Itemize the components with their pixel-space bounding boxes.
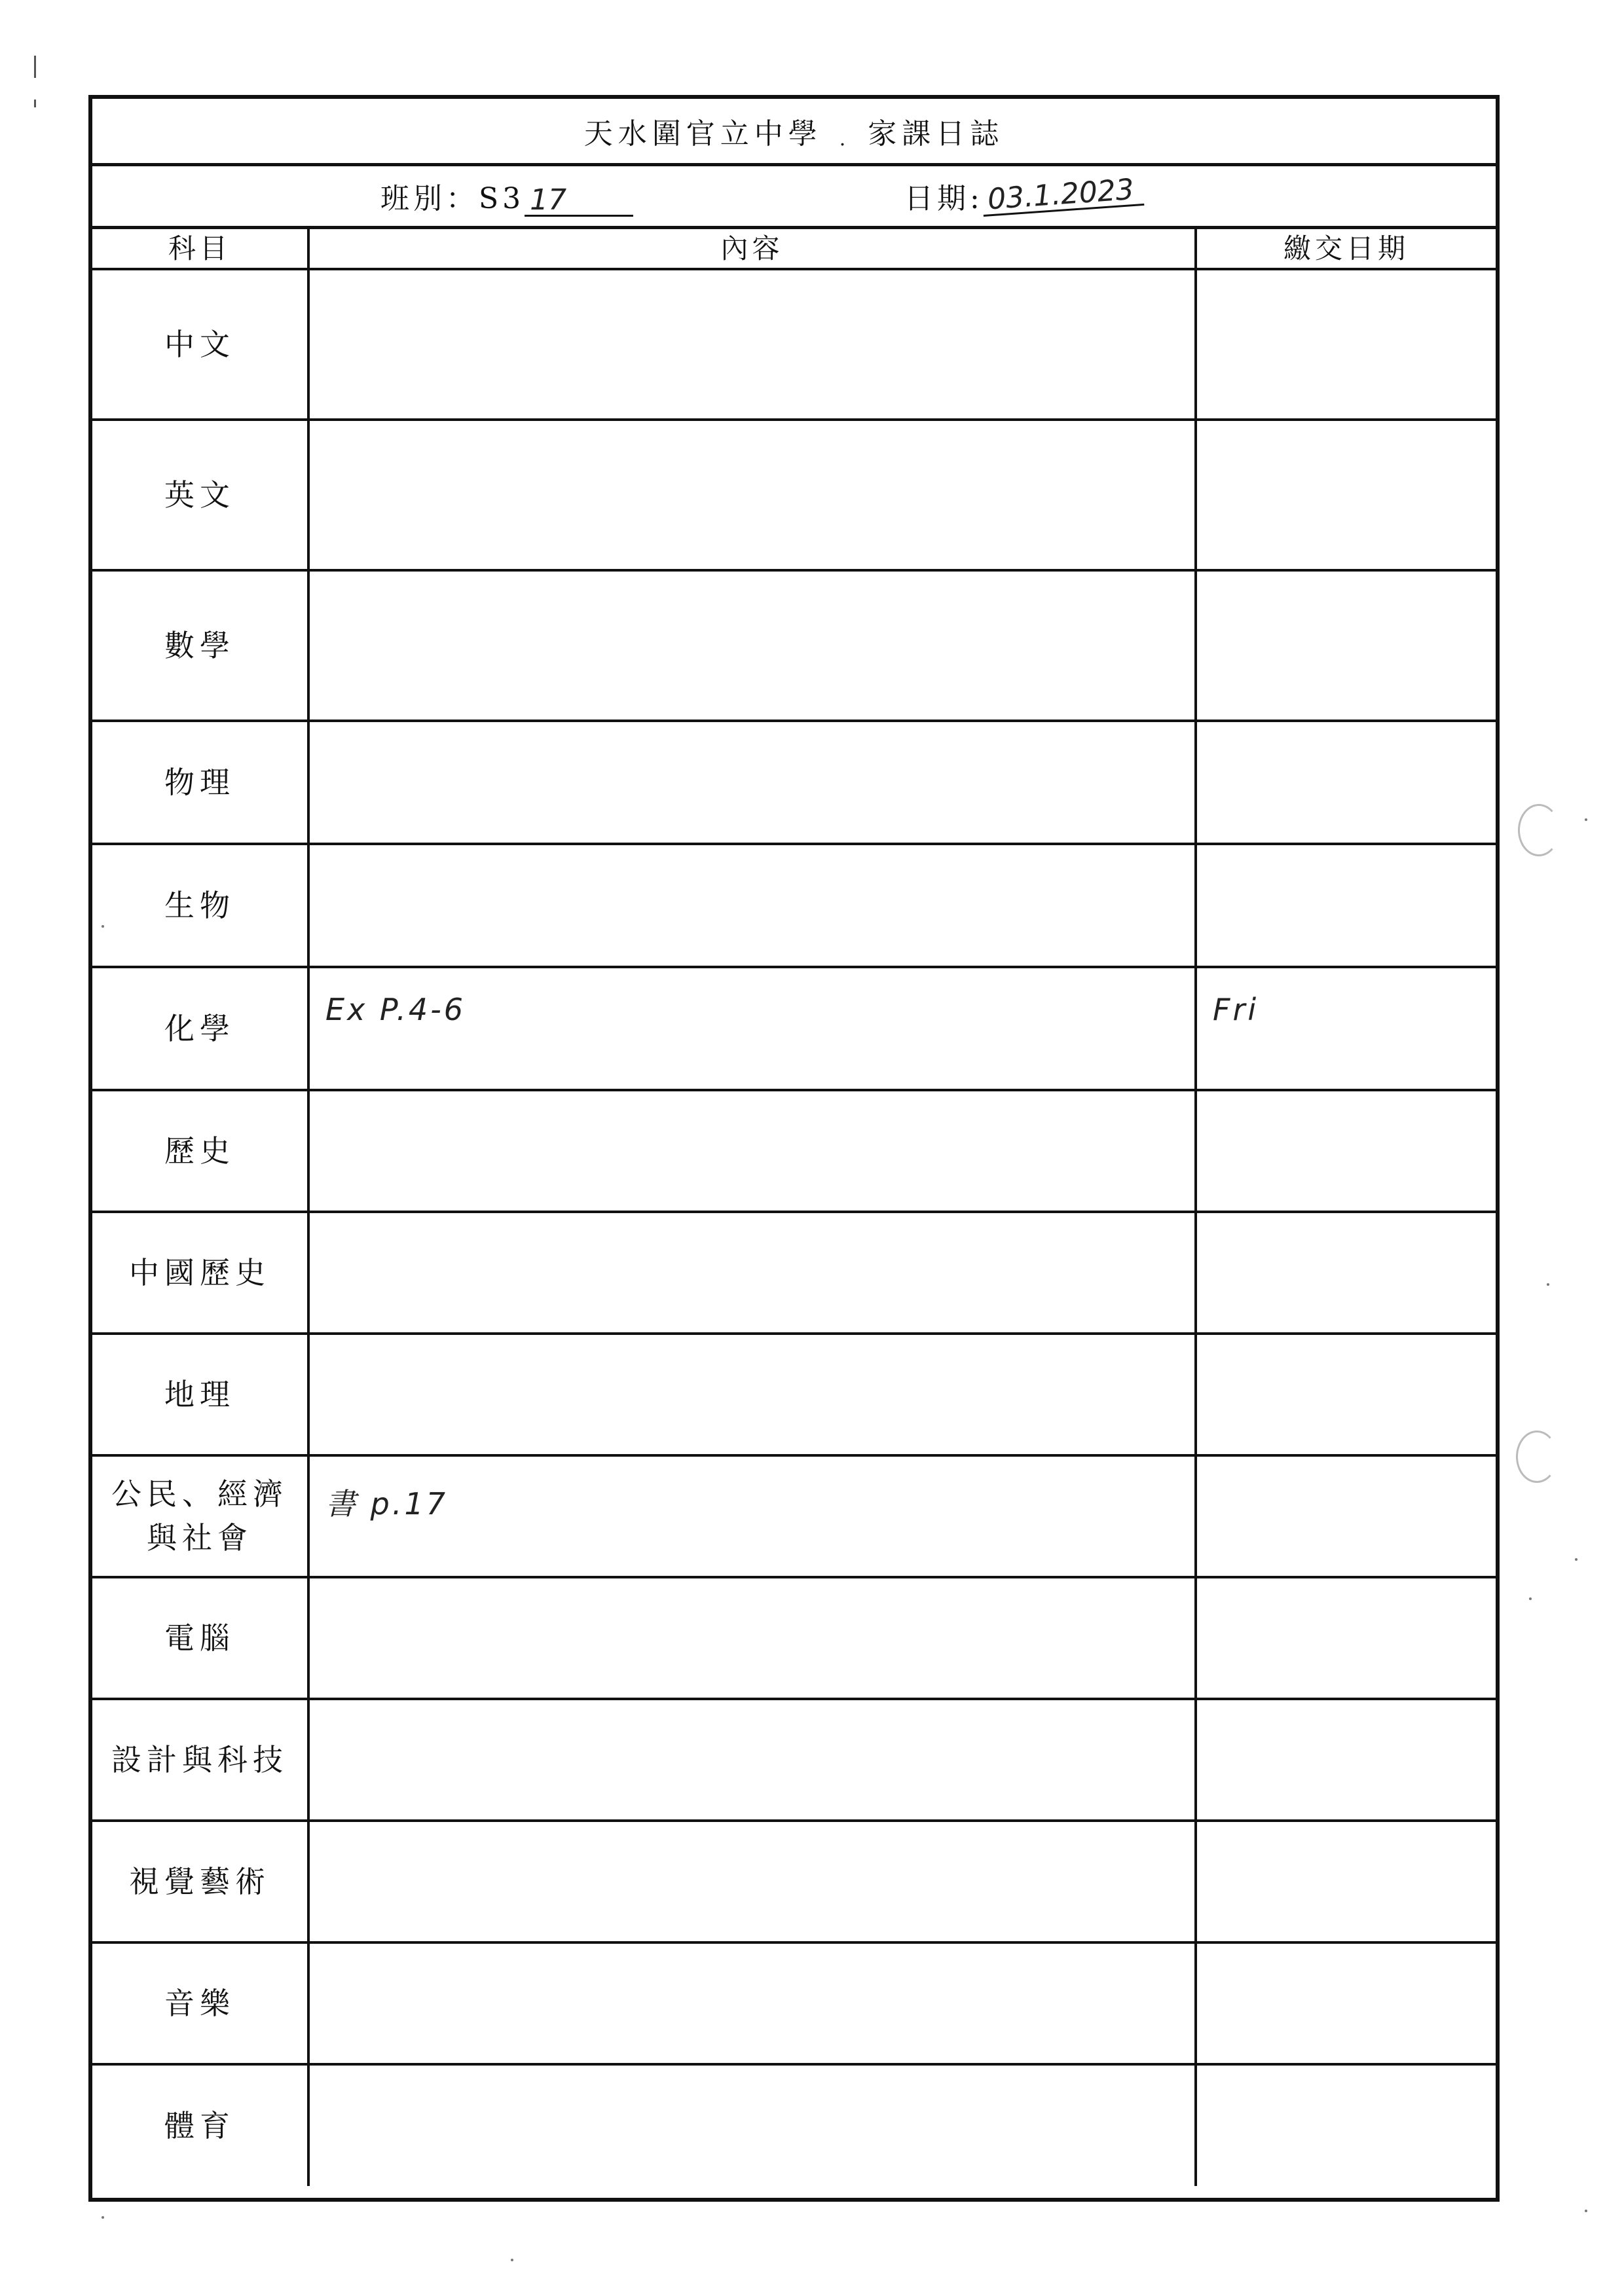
subject-cell: 地理 [92, 1334, 308, 1455]
content-cell[interactable] [308, 1577, 1196, 1699]
table-row [92, 721, 1496, 844]
subject-cell: 視覺藝術 [92, 1821, 308, 1942]
scan-speck [1575, 1558, 1578, 1561]
punch-hole [1518, 804, 1560, 856]
punch-hole [1516, 1430, 1558, 1483]
subject-cell: 物理 [92, 721, 308, 844]
table-row [92, 2064, 1496, 2186]
subject-cell: 體育 [92, 2064, 308, 2186]
due-date-cell[interactable] [1196, 1821, 1496, 1942]
table-row [92, 1942, 1496, 2064]
class-label: 班別：S3 [380, 182, 525, 215]
form-title [92, 99, 1496, 166]
content-column-header: 內容 [308, 226, 1196, 269]
table-row [92, 1090, 1496, 1212]
table-row [92, 967, 1496, 1090]
content-cell[interactable] [308, 967, 1196, 1090]
class-field [380, 175, 633, 217]
date-field [904, 172, 1145, 217]
due-date-cell[interactable] [1196, 420, 1496, 570]
due-date-cell[interactable] [1196, 2064, 1496, 2186]
subject-column-header: 科目 [92, 226, 308, 269]
table-header-row [92, 226, 1496, 269]
title-separator: . [839, 127, 851, 151]
date-label: 日期: [904, 182, 984, 215]
scan-speck [101, 2216, 104, 2219]
table-row [92, 1212, 1496, 1334]
content-cell[interactable] [308, 1942, 1196, 2064]
scan-speck [1529, 1597, 1532, 1600]
table-row [92, 570, 1496, 721]
content-cell[interactable] [308, 2064, 1196, 2186]
due-date-cell[interactable] [1196, 1699, 1496, 1821]
table-row [92, 1334, 1496, 1455]
subject-cell: 設計與科技 [92, 1699, 308, 1821]
content-cell[interactable] [308, 1821, 1196, 1942]
homework-content-text: 書 p.17 [325, 1486, 448, 1522]
homework-table [92, 226, 1496, 2186]
date-value[interactable]: 03.1.2023 [982, 175, 1145, 217]
content-cell[interactable] [308, 420, 1196, 570]
school-name: 天水圍官立中學 [583, 117, 822, 151]
scan-speck [1585, 818, 1587, 821]
table-row [92, 1455, 1496, 1577]
subject-cell: 生物 [92, 844, 308, 967]
content-cell[interactable] [308, 1090, 1196, 1212]
due-date-cell[interactable] [1196, 1334, 1496, 1455]
due-date-cell[interactable] [1196, 1577, 1496, 1699]
due-date-text: Fri [1213, 992, 1259, 1027]
content-cell[interactable] [308, 844, 1196, 967]
due-date-cell[interactable] [1196, 1090, 1496, 1212]
due-date-cell[interactable] [1196, 570, 1496, 721]
due-date-cell[interactable] [1196, 844, 1496, 967]
table-row [92, 1699, 1496, 1821]
content-cell[interactable] [308, 721, 1196, 844]
table-row [92, 844, 1496, 967]
content-cell[interactable] [308, 1212, 1196, 1334]
table-row [92, 1821, 1496, 1942]
table-row [92, 420, 1496, 570]
subject-cell: 數學 [92, 570, 308, 721]
class-value[interactable]: 17 [525, 186, 633, 217]
content-cell[interactable] [308, 570, 1196, 721]
subject-cell: 英文 [92, 420, 308, 570]
scan-mark [34, 100, 36, 107]
subject-cell: 中文 [92, 269, 308, 420]
content-cell[interactable] [308, 1455, 1196, 1577]
form-name: 家課日誌 [868, 117, 1005, 151]
class-date-row [92, 163, 1496, 229]
subject-cell: 音樂 [92, 1942, 308, 2064]
homework-content-text: Ex P.4-6 [325, 992, 466, 1027]
scan-speck [1585, 2210, 1587, 2212]
content-cell[interactable] [308, 1699, 1196, 1821]
table-row [92, 269, 1496, 420]
table-row [92, 1577, 1496, 1699]
due-date-cell[interactable] [1196, 1942, 1496, 2064]
due-date-column-header: 繳交日期 [1196, 226, 1496, 269]
content-cell[interactable] [308, 1334, 1196, 1455]
scan-speck [511, 2259, 513, 2261]
due-date-cell[interactable] [1196, 1212, 1496, 1334]
subject-cell: 歷史 [92, 1090, 308, 1212]
scan-speck [1547, 1283, 1549, 1286]
due-date-cell[interactable] [1196, 967, 1496, 1090]
homework-form [88, 95, 1500, 2202]
due-date-cell[interactable] [1196, 1455, 1496, 1577]
subject-cell: 化學 [92, 967, 308, 1090]
subject-cell: 中國歷史 [92, 1212, 308, 1334]
due-date-cell[interactable] [1196, 269, 1496, 420]
content-cell[interactable] [308, 269, 1196, 420]
homework-rows [92, 269, 1496, 2186]
due-date-cell[interactable] [1196, 721, 1496, 844]
scan-mark [34, 56, 36, 78]
subject-cell: 電腦 [92, 1577, 308, 1699]
subject-cell: 公民、經濟 與社會 [92, 1455, 308, 1577]
